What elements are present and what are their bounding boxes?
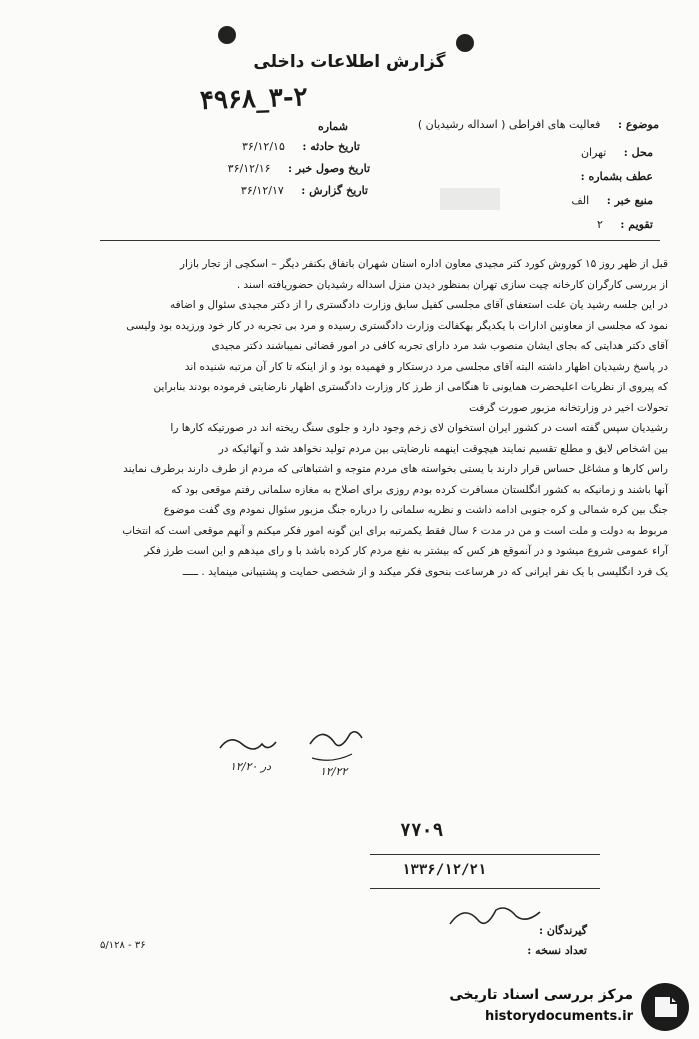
report-title: گزارش اطلاعات داخلی bbox=[253, 52, 446, 72]
archive-date: ۱۳۳۶/۱۲/۲۱ bbox=[402, 862, 487, 878]
body-line: بین اشخاص لایق و مطلع تقسیم نمایند هیچوقت اینهمه نارضایتی بین مردم تولید نخواهد شد و آنهائیکه در bbox=[218, 442, 668, 455]
body-line: که پیروی از نظریات اعلیحضرت همایونی تا هنگامی از طرز کار وزارت دادگستری اظهار نارضایتی فرموده بودند بنابراین bbox=[153, 381, 668, 393]
watermark-logo bbox=[439, 983, 689, 1033]
report-date-label: تاریخ گزارش : bbox=[301, 184, 368, 197]
body-line: جنگ بین کره شمالی و کره جنوبی ادامه داشت و نظریه سلمانی را درباره جنگ مزبور سئوال نمودم وی گفت موضوع bbox=[163, 504, 668, 516]
body-line: آقای دکتر هدایتی که بجای ایشان منصوب شد مرد دارای تجربه کافی در امور قضائی نمیباشند دکتر مجیدی bbox=[211, 340, 668, 352]
reference-label: عطف بشماره : bbox=[580, 170, 653, 183]
evaluation-row bbox=[453, 218, 653, 231]
place-label: محل : bbox=[623, 146, 653, 159]
stamp-number: ۴۹۶۸_۳-۲ bbox=[199, 82, 309, 116]
body-line: از بررسی کارگران کارخانه چیت سازی تهران بمنظور دیدن منزل اسداله رشیدیان حضوریافته اسند . bbox=[236, 278, 668, 291]
evaluation-value: ۲ bbox=[596, 218, 603, 231]
receipt-date-row bbox=[180, 162, 370, 175]
signature-stroke-2 bbox=[310, 732, 362, 746]
body-line: قبل از ظهر روز ۱۵ کوروش کورد کتر مجیدی معاون اداره استان شهران باتفاق بکنفر دیگر – اسکچی از تجار بازار bbox=[179, 258, 668, 270]
report-date-value: ۳۶/۱۲/۱۷ bbox=[240, 184, 284, 197]
number-label: شماره bbox=[318, 120, 349, 133]
body-line: آراء عمومی شروع میشود و در آنموقع هر کس که بیشتر به نفع مردم کار کرده باشد با و رای میدهم و این است طرز فکر bbox=[144, 545, 668, 557]
body-line: در این جلسه رشید یان علت استعفای آقای مجلسی کفیل سابق وزارت دادگستری را از دکتر مجیدی سئوال و اضافه bbox=[170, 299, 668, 311]
evaluation-label: تقویم : bbox=[620, 218, 653, 231]
signature-stroke-3 bbox=[312, 754, 352, 760]
body-line: راس کارها و مشاغل حساس قرار دارند با یستی بخواسته های مردم متوجه و اشتباهاتی که مردم از طرف دارند برطرف نمایند bbox=[123, 463, 668, 475]
archive-logo-icon bbox=[641, 983, 689, 1031]
body-line: نمود که مجلسی از معاونین ادارات با یکدیگر بهکفالت وزارت دادگستری رسیده و مرد بی تجربه در کار خود ورزیده بود ولیسی bbox=[126, 319, 668, 332]
body-line: یک فرد انگلیسی با یک نفر ایرانی که در هرساعت بنحوی فکر میکند و از شخصی حمایت و پشتیبانی مینماید . ـــــ bbox=[182, 565, 668, 578]
reference-row bbox=[453, 170, 653, 183]
redaction-smudge bbox=[440, 188, 500, 210]
signature-note-1: در ۱۲/۲۰ bbox=[230, 760, 272, 773]
punch-hole-right-icon bbox=[456, 34, 474, 52]
archive-number: ۷۷۰۹ bbox=[400, 820, 444, 841]
body-line: مربوط به دولت و ملت است و من در مدت ۶ سال فقط یکمرتبه برای این گونه امور فکر میکنم و آنهم موقعی است که انتخاب bbox=[122, 524, 668, 537]
incident-date-value: ۳۶/۱۲/۱۵ bbox=[242, 140, 285, 153]
document-code: ۵/۱۲۸ - ۳۶ bbox=[100, 940, 146, 951]
header-divider bbox=[100, 240, 660, 241]
watermark-url: historydocuments.ir bbox=[484, 1009, 633, 1024]
archive-divider-top bbox=[370, 854, 600, 855]
watermark-org-name: مرکز بررسی اسناد تاریخی bbox=[449, 987, 633, 1003]
source-value: الف bbox=[571, 194, 590, 207]
incident-date-row bbox=[190, 140, 360, 153]
place-value: تهران bbox=[580, 146, 607, 159]
subject-label: موضوع : bbox=[617, 118, 659, 131]
receipt-date-label: تاریخ وصول خبر : bbox=[288, 162, 370, 175]
subject-row bbox=[369, 118, 659, 131]
source-label: منبع خبر : bbox=[606, 194, 653, 207]
body-line: آنها باشند و زمانیکه به کشور انگلستان مسافرت کرده بودم روزی برای اصلاح به مغازه سلمانی رفتم موقعی بود که bbox=[171, 483, 668, 496]
body-line: در پاسخ رشیدیان اظهار داشته البته آقای مجلسی مرد درستکار و فهمیده بود و از اینکه تا کار آن مرتبه شنیده اند bbox=[184, 360, 668, 373]
signature-note-2: ۱۲/۲۲ bbox=[320, 765, 348, 778]
body-line: تحولات اخیر در وزارتخانه مزبور صورت گرفت bbox=[469, 401, 668, 414]
report-body bbox=[60, 254, 668, 582]
receipt-date-value: ۳۶/۱۲/۱۶ bbox=[227, 162, 271, 175]
signature-stroke-1 bbox=[220, 740, 276, 749]
body-line: رشیدیان سپس گفته است در کشور ایران استخوان لای زخم وجود دارد و جلوی سنگ ریخته اند در صورتیکه کارها را bbox=[170, 422, 668, 434]
subject-value: فعالیت های افراطی ( اسداله رشیدیان ) bbox=[417, 118, 601, 131]
handwritten-signatures bbox=[200, 718, 380, 788]
incident-date-label: تاریخ حادثه : bbox=[302, 140, 360, 153]
recipient-signature bbox=[440, 898, 550, 938]
copies-label: تعداد نسخه : bbox=[527, 944, 587, 957]
archive-divider-bottom bbox=[370, 888, 600, 889]
place-row bbox=[453, 146, 653, 159]
report-date-row bbox=[188, 184, 368, 197]
punch-hole-left-icon bbox=[218, 26, 236, 44]
recipients-label: گیرندگان : bbox=[538, 924, 587, 937]
